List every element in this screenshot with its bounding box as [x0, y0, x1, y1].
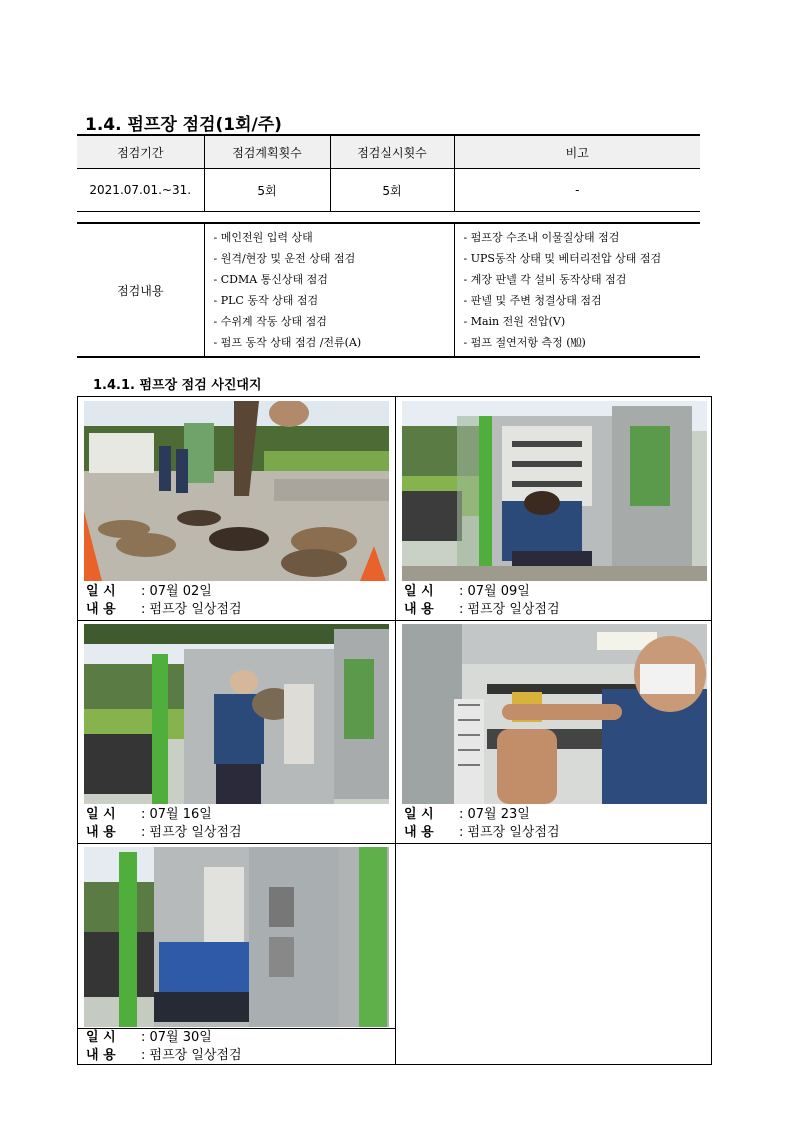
- date-label: 일 시: [404, 807, 434, 822]
- photo-caption: [86, 806, 386, 842]
- photos-section-title: 1.4.1. 펌프장 점검 사진대지: [93, 378, 262, 393]
- content-item: - 펌프 동작 상태 점검 /전류(A): [213, 336, 362, 349]
- photo-caption: [86, 1029, 386, 1065]
- caption-divider: [78, 1028, 395, 1029]
- period-value: 2021.07.01.~31.: [77, 169, 204, 212]
- date-label: 일 시: [86, 584, 116, 599]
- photo-content: : 펌프장 일상점검: [141, 825, 242, 840]
- header-planned-count: 점검계획횟수: [204, 135, 330, 169]
- photo-caption: [86, 583, 386, 619]
- content-left-column: [204, 223, 454, 357]
- photo-content: : 펌프장 일상점검: [141, 1048, 242, 1063]
- photo-caption: [404, 583, 704, 619]
- inspection-content-table: [77, 222, 700, 358]
- photo-content: : 펌프장 일상점검: [459, 602, 560, 617]
- control-panel-inspection-photo: [84, 624, 389, 804]
- photo-date: : 07월 30일: [141, 1030, 212, 1045]
- content-label: 내 용: [86, 1048, 116, 1063]
- header-actual-count: 점검실시횟수: [330, 135, 454, 169]
- content-label: 내 용: [404, 825, 434, 840]
- content-item: - 펌프장 수조내 이물질상태 점검: [463, 231, 620, 244]
- content-item: - 원격/현장 및 운전 상태 점검: [213, 252, 356, 265]
- content-item: - CDMA 통신상태 점검: [213, 273, 328, 286]
- header-period: 점검기간: [77, 135, 204, 169]
- pump-station-manhole-photo: [84, 401, 389, 581]
- content-item: - 펌프 절연저항 측정 (㏁): [463, 336, 586, 349]
- actual-count-value: 5회: [330, 169, 454, 212]
- remarks-value: -: [454, 169, 700, 212]
- content-label: 내 용: [86, 825, 116, 840]
- summary-header-row: [77, 135, 700, 169]
- empty-photo-cell: [396, 843, 712, 1065]
- photo-caption: [404, 806, 704, 842]
- current-measurement-photo: [402, 624, 707, 804]
- content-label: 점검내용: [77, 223, 204, 357]
- inspection-summary-table: [77, 134, 700, 212]
- content-item: - UPS동작 상태 및 베터리전압 상태 점검: [463, 252, 662, 265]
- photo-date: : 07월 16일: [141, 807, 212, 822]
- content-label: 내 용: [86, 602, 116, 617]
- photo-date: : 07월 09일: [459, 584, 530, 599]
- photo-grid: [77, 396, 712, 1065]
- date-label: 일 시: [404, 584, 434, 599]
- content-item: - 계장 판넬 각 설비 동작상태 점검: [463, 273, 627, 286]
- content-item: - 메인전원 입력 상태: [213, 231, 313, 244]
- date-label: 일 시: [86, 1030, 116, 1045]
- planned-count-value: 5회: [204, 169, 330, 212]
- photo-date: : 07월 02일: [141, 584, 212, 599]
- content-item: - Main 전원 전압(V): [463, 315, 566, 328]
- photo-content: : 펌프장 일상점검: [459, 825, 560, 840]
- photo-content: : 펌프장 일상점검: [141, 602, 242, 617]
- header-remarks: 비고: [454, 135, 700, 169]
- photo-date: : 07월 23일: [459, 807, 530, 822]
- grid-divider: [78, 620, 711, 621]
- content-item: - PLC 동작 상태 점검: [213, 294, 319, 307]
- content-right-column: [454, 223, 700, 357]
- content-item: - 판넬 및 주변 청결상태 점검: [463, 294, 602, 307]
- section-title: 1.4. 펌프장 점검(1회/주): [85, 115, 282, 135]
- date-label: 일 시: [86, 807, 116, 822]
- control-panel-inspection-photo: [84, 847, 389, 1027]
- summary-data-row: [77, 169, 700, 212]
- content-item: - 수위계 작동 상태 점검: [213, 315, 327, 328]
- control-panel-inspection-photo: [402, 401, 707, 581]
- content-label: 내 용: [404, 602, 434, 617]
